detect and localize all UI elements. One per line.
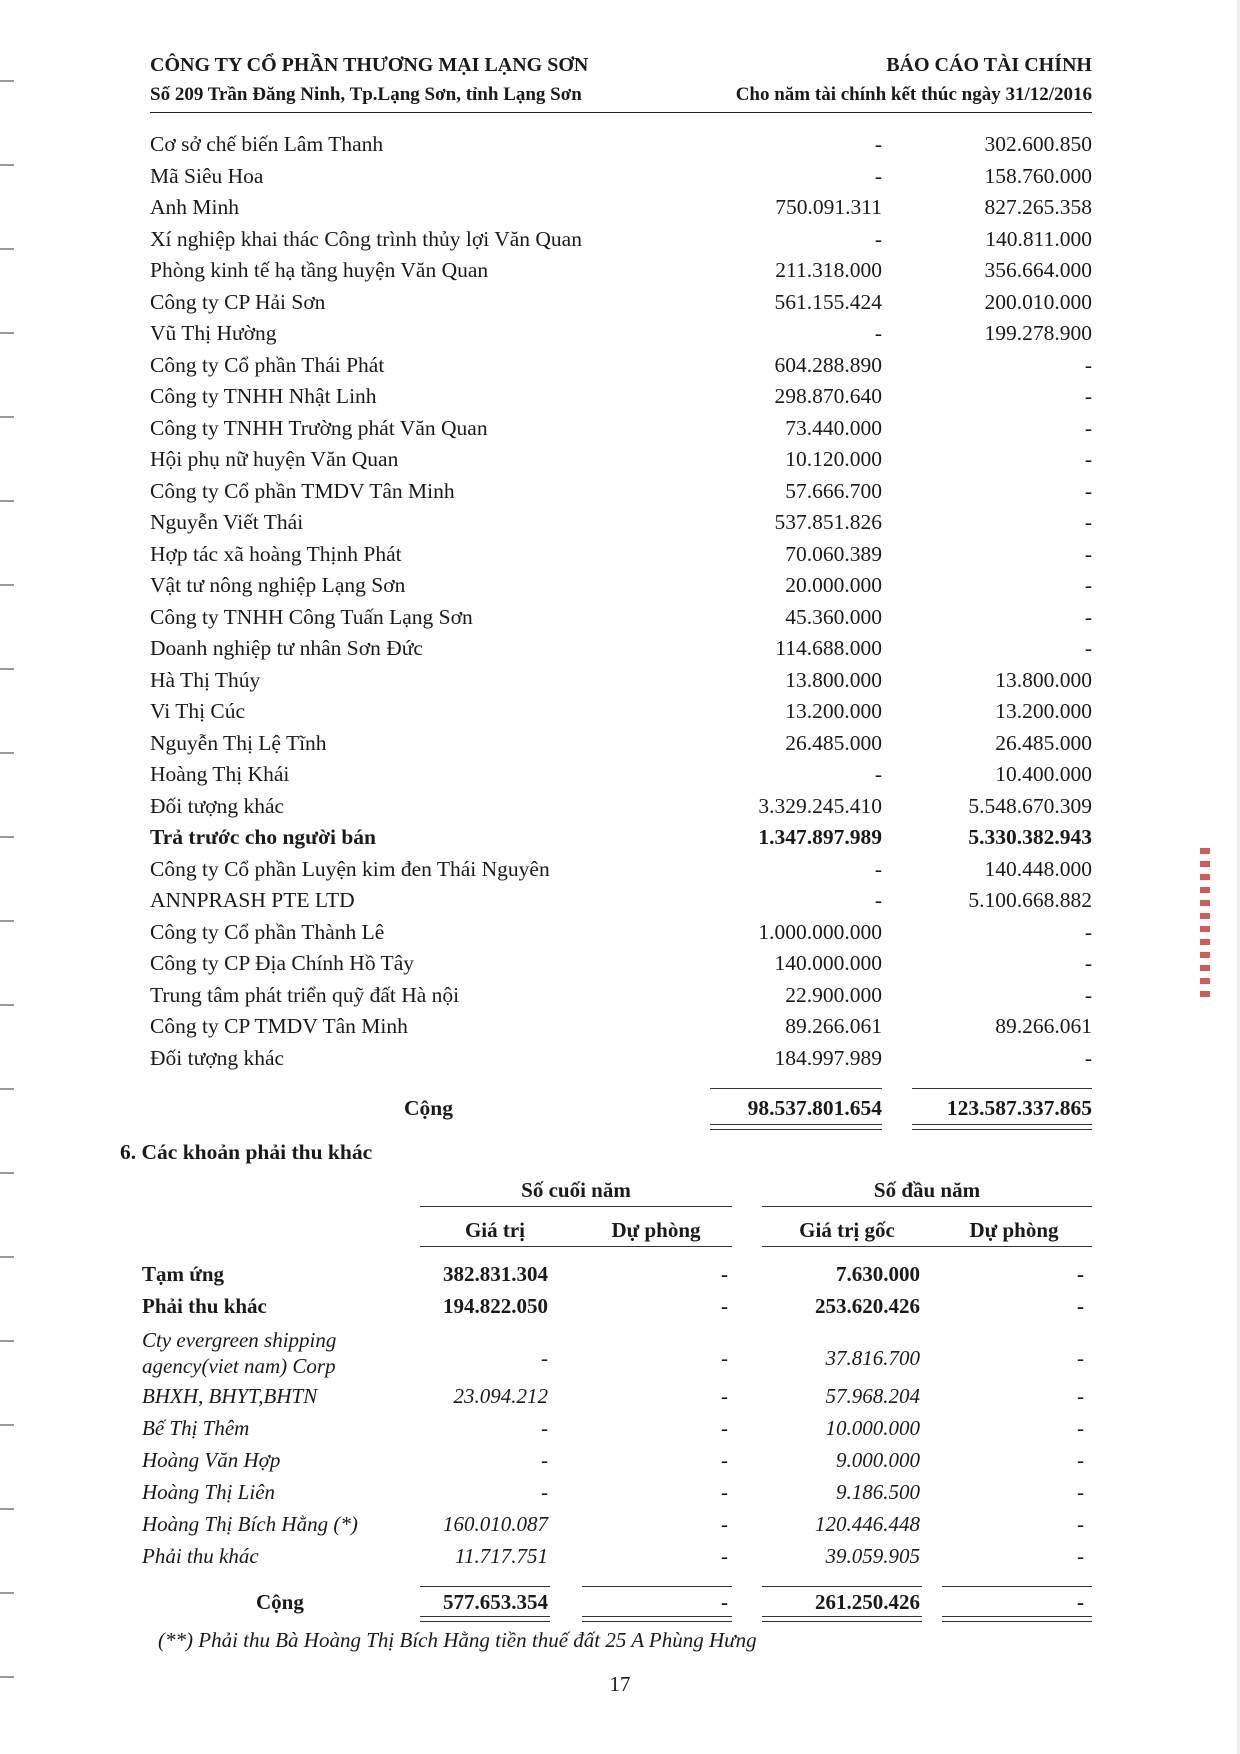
row-label: Anh Minh <box>150 195 239 219</box>
row-value-year-begin: - <box>1084 415 1092 440</box>
row-label: Đối tượng khác <box>150 793 285 818</box>
row-label: Hà Thị Thúy <box>150 667 261 692</box>
sec6-row-label: Hoàng Thị Liên <box>142 1480 276 1504</box>
sec6-row-value-end: - <box>541 1346 548 1370</box>
sec6-row-provision-end: - <box>721 1416 728 1440</box>
page-number: 17 <box>609 1672 631 1696</box>
row-value-year-begin: - <box>1084 951 1092 975</box>
sec6-total-provision-begin: - <box>1077 1590 1084 1614</box>
sec6-row-label: Hoàng Văn Hợp <box>142 1448 281 1472</box>
sec6-row-value-begin: 120.446.448 <box>815 1512 920 1536</box>
sec6-row-provision-begin: - <box>1077 1346 1084 1370</box>
row-value-year-end: 10.120.000 <box>785 447 882 471</box>
total-double-rule-end <box>710 1124 882 1130</box>
row-value-year-end: 89.266.061 <box>785 1014 882 1038</box>
footnote: (**) Phải thu Bà Hoàng Thị Bích Hằng tiền thuế đất 25 A Phùng Hưng <box>158 1628 757 1652</box>
row-value-year-end: 26.485.000 <box>785 730 882 755</box>
company-name: CÔNG TY CỔ PHẦN THƯƠNG MẠI LẠNG SƠN <box>150 54 589 76</box>
row-value-year-end: - <box>874 888 882 912</box>
sec6-total-label: Cộng <box>256 1590 304 1614</box>
row-value-year-end: 140.000.000 <box>774 951 882 975</box>
sec6-row-provision-begin: - <box>1077 1294 1084 1318</box>
sec6-row-provision-end: - <box>721 1294 728 1318</box>
sec6-row-value-begin: 57.968.204 <box>825 1384 920 1408</box>
row-value-year-end: 561.155.424 <box>774 289 882 314</box>
total-rule-begin <box>912 1088 1092 1089</box>
row-label: Công ty Cổ phần TMDV Tân Minh <box>150 478 455 503</box>
row-value-year-end: 1.347.897.989 <box>758 825 882 849</box>
sec6-row-label: Phải thu khác <box>142 1294 267 1318</box>
section-6-title: 6. Các khoản phải thu khác <box>120 1140 373 1164</box>
row-value-year-begin: 199.278.900 <box>984 321 1092 345</box>
row-label: ANNPRASH PTE LTD <box>150 888 355 912</box>
row-label: Nguyễn Thị Lệ Tĩnh <box>150 730 327 755</box>
row-value-year-end: - <box>874 321 882 345</box>
row-value-year-end: 13.800.000 <box>785 667 882 692</box>
row-value-year-begin: - <box>1084 384 1092 408</box>
row-value-year-end: - <box>874 856 882 881</box>
row-label: Công ty Cổ phần Thành Lê <box>150 919 385 944</box>
row-value-year-begin: 13.800.000 <box>995 667 1092 692</box>
upper-total-label: Cộng <box>404 1096 453 1120</box>
sec6-row-label-cont: agency(viet nam) Corp <box>142 1354 336 1378</box>
header-rule <box>150 112 1092 113</box>
sec6-row-value-begin: 39.059.905 <box>825 1544 920 1568</box>
sec6-row-label: BHXH, BHYT,BHTN <box>142 1384 318 1408</box>
row-value-year-begin: 89.266.061 <box>995 1014 1092 1038</box>
row-label: Công ty TNHH Trường phát Văn Quan <box>150 415 488 440</box>
sec6-row-value-begin: 7.630.000 <box>836 1262 920 1286</box>
sec6-row-provision-begin: - <box>1077 1448 1084 1472</box>
row-label: Công ty Cổ phần Luyện kim đen Thái Nguyên <box>150 856 550 881</box>
row-value-year-begin: 356.664.000 <box>984 258 1092 282</box>
sec6-row-provision-begin: - <box>1077 1416 1084 1440</box>
row-label: Công ty TNHH Nhật Linh <box>150 384 377 408</box>
row-value-year-end: 73.440.000 <box>785 415 882 440</box>
sec6-row-value-end: 194.822.050 <box>443 1294 548 1318</box>
sec6-row-provision-end: - <box>721 1262 728 1286</box>
row-value-year-begin: 140.811.000 <box>985 226 1092 251</box>
row-value-year-begin: - <box>1084 352 1092 377</box>
sec6-row-provision-end: - <box>721 1346 728 1370</box>
col-rule-begin <box>762 1246 1092 1247</box>
row-value-year-end: 20.000.000 <box>785 573 882 597</box>
row-label: Công ty Cổ phần Thái Phát <box>150 352 385 377</box>
row-label: Trung tâm phát triển quỹ đất Hà nội <box>150 982 460 1007</box>
row-value-year-end: 70.060.389 <box>785 541 882 566</box>
upper-total-begin: 123.587.337.865 <box>946 1096 1092 1120</box>
sec6-row-provision-end: - <box>721 1512 728 1536</box>
col-header-provision: Dự phòng <box>611 1218 701 1242</box>
sec6-dbl-rule-1 <box>420 1616 550 1622</box>
sec6-row-value-end: - <box>541 1480 548 1504</box>
col-header-provision-begin: Dự phòng <box>969 1218 1059 1242</box>
row-value-year-begin: 13.200.000 <box>995 699 1092 723</box>
sec6-row-provision-end: - <box>721 1480 728 1504</box>
row-value-year-begin: 158.760.000 <box>984 163 1092 188</box>
sec6-row-provision-begin: - <box>1077 1384 1084 1408</box>
row-value-year-end: 45.360.000 <box>785 604 882 629</box>
row-value-year-end: - <box>874 163 882 188</box>
company-address: Số 209 Trần Đăng Ninh, Tp.Lạng Sơn, tỉnh Lạng Sơn <box>150 84 582 105</box>
row-value-year-begin: 5.548.670.309 <box>968 793 1092 818</box>
sec6-row-value-begin: 37.816.700 <box>825 1346 920 1370</box>
row-label: Hội phụ nữ huyện Văn Quan <box>150 447 399 471</box>
col-header-value: Giá trị <box>464 1218 526 1242</box>
row-value-year-end: 604.288.890 <box>774 352 882 377</box>
sec6-total-rule-3 <box>762 1586 922 1587</box>
sec6-row-label: Bế Thị Thêm <box>142 1416 250 1440</box>
sec6-dbl-rule-4 <box>942 1616 1092 1622</box>
sec6-total-value-end: 577.653.354 <box>443 1590 548 1614</box>
row-label: Đối tượng khác <box>150 1045 285 1070</box>
row-value-year-begin: 5.330.382.943 <box>968 825 1092 849</box>
col-header-original-value: Giá trị gốc <box>799 1218 895 1242</box>
row-value-year-begin: 140.448.000 <box>984 856 1092 881</box>
col-rule-end <box>420 1246 732 1247</box>
row-label: Công ty CP Địa Chính Hồ Tây <box>150 951 414 975</box>
total-rule-end <box>710 1088 882 1089</box>
row-label: Vi Thị Cúc <box>150 699 246 723</box>
sec6-row-label: Phải thu khác <box>142 1544 259 1568</box>
group-rule-end <box>420 1206 732 1207</box>
sec6-row-value-begin: 9.000.000 <box>836 1448 920 1472</box>
row-label: Cơ sở chế biến Lâm Thanh <box>150 132 384 156</box>
row-value-year-end: - <box>874 762 882 786</box>
row-value-year-end: - <box>874 226 882 251</box>
row-value-year-begin: - <box>1084 604 1092 629</box>
row-label: Công ty CP Hải Sơn <box>150 289 326 314</box>
row-value-year-end: 1.000.000.000 <box>758 919 882 944</box>
row-value-year-begin: 26.485.000 <box>995 730 1092 755</box>
row-value-year-begin: 302.600.850 <box>984 132 1092 156</box>
row-value-year-begin: 5.100.668.882 <box>968 888 1092 912</box>
row-value-year-begin: - <box>1084 636 1092 660</box>
row-value-year-end: 537.851.826 <box>774 510 882 534</box>
sec6-row-label: Hoàng Thị Bích Hằng (*) <box>142 1512 358 1536</box>
sec6-row-provision-end: - <box>721 1448 728 1472</box>
group-header-begin: Số đầu năm <box>873 1178 981 1202</box>
row-label: Nguyễn Viết Thái <box>150 510 304 534</box>
sec6-row-provision-begin: - <box>1077 1262 1084 1286</box>
group-rule-begin <box>762 1206 1092 1207</box>
row-value-year-begin: - <box>1084 510 1092 534</box>
sec6-dbl-rule-2 <box>582 1616 732 1622</box>
row-value-year-end: - <box>874 132 882 156</box>
row-value-year-begin: - <box>1084 982 1092 1007</box>
sec6-row-value-end: 11.717.751 <box>455 1544 548 1568</box>
row-label: Phòng kinh tế hạ tầng huyện Văn Quan <box>150 258 489 282</box>
total-double-rule-begin <box>912 1124 1092 1130</box>
sec6-total-rule-1 <box>420 1586 550 1587</box>
sec6-row-value-begin: 9.186.500 <box>836 1480 920 1504</box>
sec6-row-provision-end: - <box>721 1544 728 1568</box>
row-label: Xí nghiệp khai thác Công trình thủy lợi Văn Quan <box>150 226 582 251</box>
row-value-year-end: 298.870.640 <box>774 384 882 408</box>
row-value-year-end: 750.091.311 <box>775 195 882 219</box>
sec6-dbl-rule-3 <box>762 1616 922 1622</box>
sec6-row-provision-begin: - <box>1077 1480 1084 1504</box>
report-title: BÁO CÁO TÀI CHÍNH <box>886 54 1092 76</box>
row-value-year-begin: - <box>1084 478 1092 503</box>
row-label: Công ty TNHH Công Tuấn Lạng Sơn <box>150 604 473 629</box>
row-value-year-end: 57.666.700 <box>785 478 882 503</box>
sec6-total-rule-2 <box>582 1586 732 1587</box>
sec6-row-value-end: - <box>541 1448 548 1472</box>
row-value-year-end: 13.200.000 <box>785 699 882 723</box>
red-stamp-mark <box>1200 848 1210 998</box>
row-value-year-begin: - <box>1084 573 1092 597</box>
sec6-row-value-end: 382.831.304 <box>443 1262 548 1286</box>
sec6-total-rule-4 <box>942 1586 1092 1587</box>
row-label: Hợp tác xã hoàng Thịnh Phát <box>150 541 402 566</box>
row-value-year-end: 3.329.245.410 <box>758 793 882 818</box>
sec6-row-value-end: - <box>541 1416 548 1440</box>
sec6-row-value-end: 23.094.212 <box>453 1384 548 1408</box>
row-label: Hoàng Thị Khái <box>150 762 290 786</box>
row-label: Vật tư nông nghiệp Lạng Sơn <box>150 573 406 597</box>
row-value-year-end: 114.688.000 <box>775 636 882 660</box>
group-header-end: Số cuối năm <box>521 1178 631 1202</box>
row-value-year-begin: 827.265.358 <box>984 195 1092 219</box>
row-label: Công ty CP TMDV Tân Minh <box>150 1014 408 1038</box>
sec6-row-label: Tạm ứng <box>142 1262 225 1286</box>
sec6-row-value-begin: 10.000.000 <box>825 1416 920 1440</box>
upper-total-end: 98.537.801.654 <box>747 1096 882 1120</box>
row-value-year-begin: - <box>1084 919 1092 944</box>
row-value-year-begin: - <box>1084 1045 1092 1070</box>
row-value-year-begin: 200.010.000 <box>984 289 1092 314</box>
row-value-year-begin: - <box>1084 541 1092 566</box>
sec6-row-provision-end: - <box>721 1384 728 1408</box>
sec6-row-value-end: 160.010.087 <box>443 1512 548 1536</box>
row-value-year-end: 211.318.000 <box>775 258 882 282</box>
row-label: Mã Siêu Hoa <box>150 163 264 188</box>
row-value-year-end: 22.900.000 <box>785 982 882 1007</box>
sec6-row-value-begin: 253.620.426 <box>815 1294 920 1318</box>
row-value-year-end: 184.997.989 <box>774 1045 882 1070</box>
sec6-row-provision-begin: - <box>1077 1512 1084 1536</box>
row-label: Doanh nghiệp tư nhân Sơn Đức <box>150 636 423 660</box>
sec6-row-provision-begin: - <box>1077 1544 1084 1568</box>
scan-edge <box>0 0 14 1754</box>
row-value-year-begin: 10.400.000 <box>995 762 1092 786</box>
sec6-total-provision-end: - <box>721 1590 728 1614</box>
row-value-year-begin: - <box>1084 447 1092 471</box>
report-period: Cho năm tài chính kết thúc ngày 31/12/2016 <box>735 84 1092 105</box>
row-label: Trả trước cho người bán <box>150 825 376 849</box>
sec6-total-value-begin: 261.250.426 <box>815 1590 920 1614</box>
row-label: Vũ Thị Hường <box>150 321 277 345</box>
sec6-row-label: Cty evergreen shipping <box>142 1328 337 1352</box>
